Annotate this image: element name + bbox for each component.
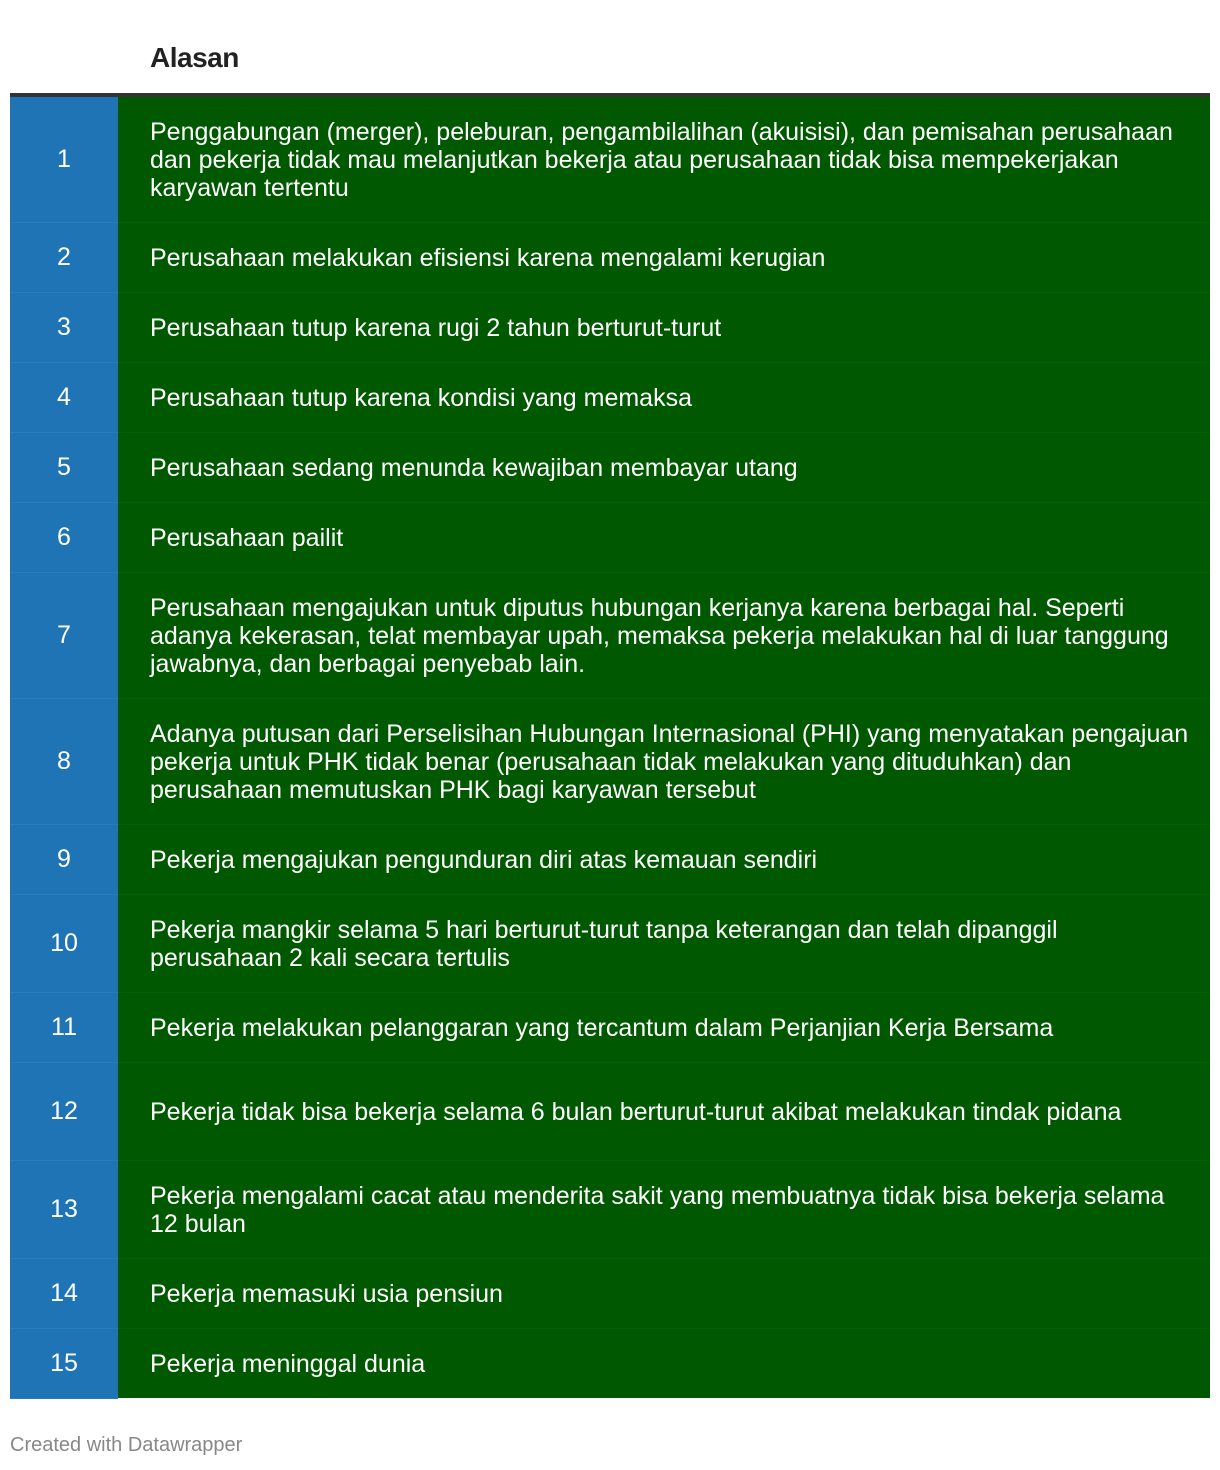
row-reason: Perusahaan sedang menunda kewajiban membayar utang — [118, 433, 1210, 502]
row-number: 8 — [10, 699, 118, 825]
reasons-table — [10, 0, 1210, 1398]
table-row — [10, 363, 1210, 433]
row-reason: Perusahaan pailit — [118, 503, 1210, 572]
row-reason: Penggabungan (merger), peleburan, pengambilalihan (akuisisi), dan pemisahan perusahaan dan pekerja tidak mau melanjutkan bekerja atau perusahaan tidak bisa mempekerjakan karyawan tertentu — [118, 97, 1210, 222]
header-label-alasan[interactable]: Alasan — [150, 42, 239, 73]
table-row — [10, 503, 1210, 573]
row-reason: Pekerja mengajukan pengunduran diri atas kemauan sendiri — [118, 825, 1210, 894]
table-row — [10, 223, 1210, 293]
table-row — [10, 293, 1210, 363]
row-reason: Perusahaan mengajukan untuk diputus hubungan kerjanya karena berbagai hal. Seperti adanya kekerasan, telat membayar upah, memaksa pekerja melakukan hal di luar tanggung jawabnya, dan berbagai penyebab lain. — [118, 573, 1210, 698]
datawrapper-credit[interactable]: Created with Datawrapper — [10, 1434, 243, 1456]
table-row — [10, 1259, 1210, 1329]
row-number: 9 — [10, 825, 118, 895]
table-row — [10, 1161, 1210, 1259]
table-row — [10, 1063, 1210, 1161]
row-number: 11 — [10, 993, 118, 1063]
table-row — [10, 433, 1210, 503]
table-row — [10, 1329, 1210, 1398]
table-row — [10, 825, 1210, 895]
table-row — [10, 993, 1210, 1063]
row-number: 10 — [10, 895, 118, 993]
row-number: 13 — [10, 1161, 118, 1259]
table-row — [10, 97, 1210, 223]
row-reason: Perusahaan melakukan efisiensi karena mengalami kerugian — [118, 223, 1210, 292]
row-reason: Pekerja tidak bisa bekerja selama 6 bulan berturut-turut akibat melakukan tindak pidana — [118, 1063, 1210, 1160]
row-number: 14 — [10, 1259, 118, 1329]
table-header — [10, 0, 1210, 97]
table-row — [10, 573, 1210, 699]
table-row — [10, 895, 1210, 993]
row-number: 7 — [10, 573, 118, 699]
row-reason: Pekerja meninggal dunia — [118, 1329, 1210, 1398]
row-number: 1 — [10, 97, 118, 223]
row-reason: Pekerja mangkir selama 5 hari berturut-turut tanpa keterangan dan telah dipanggil perusahaan 2 kali secara tertulis — [118, 895, 1210, 992]
row-number: 6 — [10, 503, 118, 573]
row-reason: Adanya putusan dari Perselisihan Hubungan Internasional (PHI) yang menyatakan pengajuan pekerja untuk PHK tidak benar (perusahaan tidak melakukan yang dituduhkan) dan perusahaan memutuskan PHK bagi karyawan tersebut — [118, 699, 1210, 824]
row-number: 15 — [10, 1329, 118, 1399]
header-number-cell — [10, 0, 118, 93]
row-reason: Perusahaan tutup karena rugi 2 tahun berturut-turut — [118, 293, 1210, 362]
row-number: 4 — [10, 363, 118, 433]
row-number: 3 — [10, 293, 118, 363]
row-reason: Perusahaan tutup karena kondisi yang memaksa — [118, 363, 1210, 432]
row-number: 2 — [10, 223, 118, 293]
row-number: 12 — [10, 1063, 118, 1161]
row-reason: Pekerja memasuki usia pensiun — [118, 1259, 1210, 1328]
table-row — [10, 699, 1210, 825]
row-reason: Pekerja mengalami cacat atau menderita sakit yang membuatnya tidak bisa bekerja selama 12 bulan — [118, 1161, 1210, 1258]
row-number: 5 — [10, 433, 118, 503]
row-reason: Pekerja melakukan pelanggaran yang tercantum dalam Perjanjian Kerja Bersama — [118, 993, 1210, 1062]
